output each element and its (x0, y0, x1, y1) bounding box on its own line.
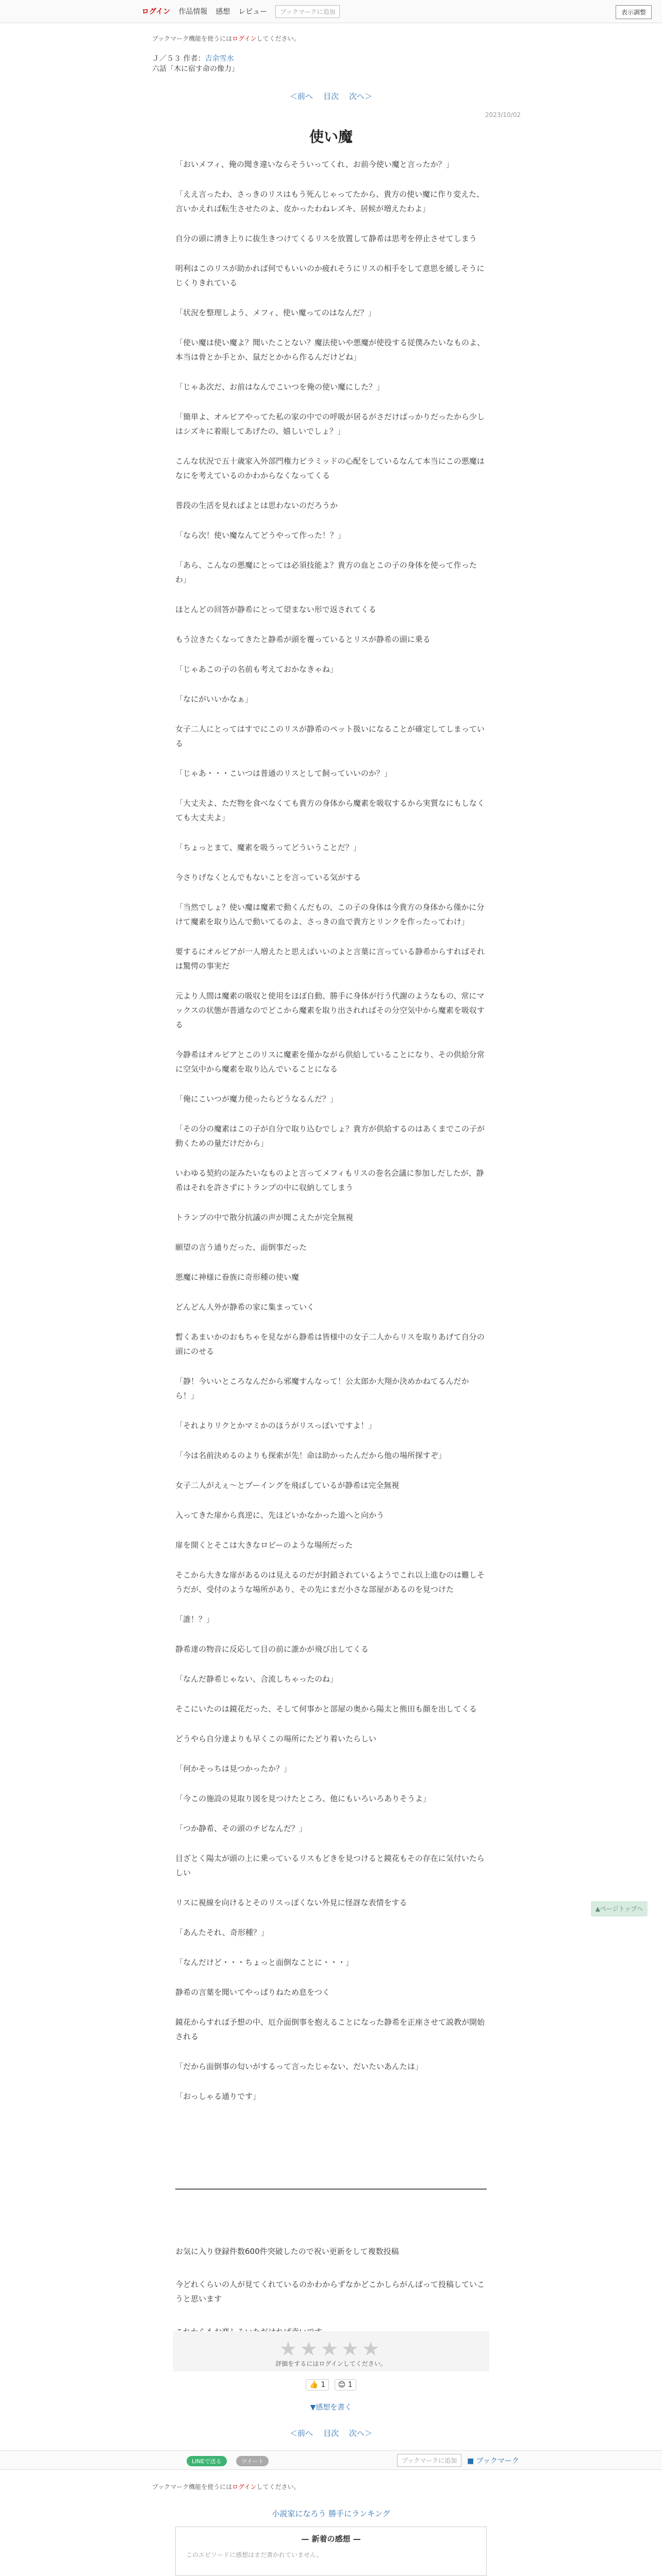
impressions-empty: このエピソードに感想はまだ書かれていません。 (186, 2551, 323, 2558)
nav-reviews[interactable]: レビュー (238, 8, 268, 16)
body-paragraph: 静希達の物音に反応して目の前に誰かが飛び出してくる (175, 1645, 369, 1654)
share-bar (0, 2450, 662, 2470)
top-bar (0, 0, 662, 23)
next-link[interactable]: 次へ＞ (349, 2429, 373, 2438)
body-paragraph: 「今は名前決めるのよりも探索が先！命は助かったんだから他の場所探すぞ」 (175, 1451, 446, 1460)
smile-icon: 😊 (338, 2381, 346, 2389)
reaction-button[interactable]: 👍 1 (306, 2379, 329, 2391)
impressions-box (175, 2527, 487, 2576)
body-paragraph: リスに視線を向けるとそのリスっぽくない外見に怪訝な表情をする (175, 1898, 407, 1907)
thumbs-up-icon: 👍 (309, 2381, 319, 2389)
body-paragraph: 今さりげなくとんでもないことを言っている気がする (175, 873, 361, 882)
body-paragraph: 「今この施設の見取り図を見つけたところ、他にもいろいろありそうよ」 (175, 1794, 431, 1803)
body-paragraph: 「誰！？」 (175, 1615, 214, 1624)
next-link[interactable]: 次へ＞ (349, 92, 373, 101)
page-top-button[interactable]: ▲ページトップへ (591, 1901, 648, 1917)
body-paragraph: 「おいメフィ、俺の聞き違いならそういってくれ、お前今使い魔と言ったか？」 (175, 160, 454, 169)
body-paragraph: 「ちょっとまて、魔素を吸うってどういうことだ？」 (175, 843, 361, 852)
pager-bottom (0, 2428, 662, 2438)
novel-meta (152, 54, 239, 74)
body-paragraph: 自分の頭に湧き上りに抜生きつけてくるリスを放置して静希は思考を停止させてしまう (175, 234, 477, 243)
update-date: 2023/10/02 (485, 111, 521, 118)
chapter-group: 六話「木に宿す命の像力」 (152, 65, 239, 73)
body-paragraph: 「あんたそれ、奇形種？」 (175, 1928, 269, 1937)
body-paragraph: そこから大きな扉があるのは見えるのだが封鎖されているようでこれ以上進むのは難しそうだが、受付のような場所があり、その先にまだ小さな部屋があるのを見つけた (175, 1570, 485, 1594)
body-paragraph: 目ざとく陽太が頭の上に乗っているリスもどきを見つけると鏡花もその存在に気付いたらしい (175, 1854, 485, 1877)
body-paragraph: 静希の言葉を聞いてやっぱりねため息をつく (175, 1988, 330, 1997)
body-paragraph: 暫くあまいかのおもちゃを見ながら静希は皆様中の女子二人からリスを取りあげて自分の頭にのせる (175, 1332, 485, 1356)
notice-login-link[interactable]: ログイン (232, 2483, 257, 2490)
body-paragraph: 「じゃあこの子の名前も考えておかなきゃね」 (175, 665, 338, 674)
body-paragraph: ほとんどの回答が静希にとって望まない形で返されてくる (175, 605, 376, 614)
body-paragraph: トランプの中で散分抗議の声が聞こえたが完全無視 (175, 1213, 354, 1222)
body-paragraph: 「なんだ静希じゃない、合流しちゃったのね」 (175, 1674, 338, 1684)
body-paragraph: 「じゃあ次だ、お前はなんでこいつを俺の使い魔にした？」 (175, 382, 385, 392)
body-paragraph: 鏡花からすれば予想の中、厄介面倒事を抱えることになった静希を正座させて説教が開始される (175, 2018, 485, 2041)
body-paragraph: 「状況を整理しよう、メフィ、使い魔ってのはなんだ？」 (175, 308, 376, 317)
body-paragraph: 「大丈夫よ、ただ物を食べなくても貴方の身体から魔素を吸収するから実質なにもしなくても大丈夫よ」 (175, 799, 485, 822)
login-link[interactable]: ログイン (142, 8, 171, 16)
body-paragraph: 「なら次！使い魔なんてどうやって作った！？」 (175, 531, 346, 540)
body-paragraph: そこにいたのは鏡花だった、そして何事かと部屋の奥から陽太と熊田も顔を出してくる (175, 1704, 477, 1714)
body-paragraph: 扉を開くとそこは大きなロビーのような場所だった (175, 1540, 353, 1550)
series-title: Ｊ／５３ 作者： (152, 55, 205, 63)
body-paragraph: 「それよりリクとかマミかのほうがリスっぽいですよ！」 (175, 1421, 376, 1430)
body-paragraph: 「あら、こんなの悪魔にとっては必須技能よ？貴方の血とこの子の身体を使って作ったわ」 (175, 561, 477, 584)
body-paragraph: 明利はこのリスが助かれば何でもいいのか疲れそうにリスの相手をして意思を緩しそうにじくりきれている (175, 264, 485, 287)
afterword-divider (175, 2189, 487, 2190)
body-paragraph: 「だから面倒事の匂いがするって言ったじゃない、だいたいあんたは」 (175, 2062, 423, 2071)
body-paragraph: 女子二人にとってはすでにこのリスが静希のペット扱いになることが確定してしまっている (175, 724, 485, 748)
body-paragraph: 入ってきた扉から真逆に、先ほどいかなかった道へと向かう (175, 1511, 385, 1520)
pager-top (0, 91, 662, 101)
bookmark-notice: ブックマーク機能を使うにはログインしてください。 (152, 2483, 300, 2490)
body-paragraph: 「俺にこいつが魔力使ったらどうなるんだ？」 (175, 1094, 338, 1104)
notice-login-link[interactable]: ログイン (232, 35, 257, 42)
body-paragraph: 「簡単よ、オルビアやってた私の家の中での呼吸が居るがさだけばっかりだったから少しはシズキに着眼してあげたの、嬉しいでしょ？」 (175, 412, 485, 436)
toc-link[interactable]: 目次 (323, 2429, 339, 2438)
body-paragraph: どんどん人外が静希の家に集まっていく (175, 1302, 315, 1312)
nav-work-info[interactable]: 作品情報 (178, 8, 208, 16)
bookmark-notice: ブックマーク機能を使うにはログインしてください。 (152, 35, 300, 42)
ranking-link[interactable]: 小説家になろう 勝手にランキング (272, 2509, 390, 2518)
body-paragraph: 「なにがいいかなぁ」 (175, 694, 253, 704)
reaction-button[interactable]: 😊 1 (335, 2379, 356, 2391)
body-paragraph: 要するにオルビアが一人増えたと思えばいいのよと言葉に言っている静希からすればそれは驚愕の事実だ (175, 947, 485, 971)
body-paragraph: 普段の生活を見ればよとは思わないのだろうか (175, 501, 338, 510)
reactions (0, 2379, 662, 2391)
top-nav (142, 0, 340, 23)
rating-stars[interactable]: ★★★★★ (279, 2337, 383, 2360)
body-paragraph: 「静！今いいところなんだから邪魔すんなって！公太郎か大翔か決めかねてるんだから！」 (175, 1377, 469, 1400)
prev-link[interactable]: ＜前へ (289, 2429, 313, 2438)
afterword-paragraph: お気に入り登録件数600件突破したので祝い更新をして複数投稿 (175, 2247, 399, 2256)
nav-impressions[interactable]: 感想 (216, 8, 230, 16)
bookmark-add-button[interactable]: ブックマークに追加 (397, 2454, 461, 2467)
prev-link[interactable]: ＜前へ (289, 92, 313, 101)
write-impression-link[interactable]: ▼感想を書く (310, 2403, 352, 2412)
toc-link[interactable]: 目次 (323, 92, 339, 101)
author-link[interactable]: 吉余雪水 (205, 55, 234, 63)
bookmark-add-button[interactable]: ブックマークに追加 (275, 5, 340, 18)
body-paragraph: 「おっしゃる通りです」 (175, 2092, 261, 2101)
novel-body (175, 157, 487, 2119)
body-paragraph: 「つか静希、その頭のチビなんだ？」 (175, 1824, 307, 1833)
body-paragraph: 「その分の魔素はこの子が自分で取り込むでしょ？貴方が供給するのはあくまでこの子が動くための量だけだから」 (175, 1124, 485, 1148)
display-settings-button[interactable]: 表示調整 (616, 5, 652, 19)
body-paragraph: 元より人間は魔素の吸収と使用をほぼ自動、勝手に身体が行う代謝のようなもの、常にマックスの状態が普通なのでどこから魔素を取り出されればその分空気中から魔素を吸収する (175, 991, 485, 1029)
line-share-button[interactable]: LINEで送る (187, 2456, 227, 2466)
body-paragraph: 女子二人がえぇ～とブーイングを飛ばしているが静希は完全無視 (175, 1481, 400, 1490)
chapter-title: 使い魔 (309, 128, 353, 145)
body-paragraph: 「じゃあ・・・こいつは普通のリスとして飼っていいのか？」 (175, 769, 392, 778)
rating-message: 評価をするにはログインしてください。 (275, 2360, 387, 2367)
body-paragraph: いわゆる契約の証みたいなものよと言ってメフィもリスの巻名会議に参加しだしたが、静希はそれを許さずにトランプの中に収納してしまう (175, 1168, 484, 1192)
body-paragraph: どうやら自分達よりも早くこの場所にたどり着いたらしい (175, 1734, 377, 1743)
body-paragraph: 今静希はオルビアとこのリスに魔素を僅かながら供給していることになり、その供給分常に空気中から魔素を取り込んでいることになる (175, 1050, 485, 1074)
afterword-paragraph: 今どれくらいの人が見てくれているのかわからずなかどこかしらがんばって投稿していこうと思います (175, 2280, 485, 2303)
body-paragraph: 「何かそっちは見つかったか？」 (175, 1764, 292, 1773)
body-paragraph: 願望の言う通りだった、面倒事だった (175, 1243, 307, 1252)
impressions-title: — 新着の感想 — (301, 2534, 361, 2544)
body-paragraph: 「当然でしょ？使い魔は魔素で動くんだもの、この子の身体は今貴方の身体から僅かに分けて魔素を取り込んで動いてるのよ、さっきの血で貴方とリンクを作ったってわけ」 (175, 903, 485, 926)
tweet-button[interactable]: ツイート (236, 2456, 269, 2466)
body-paragraph: 悪魔に神様に眷族に奇形種の使い魔 (175, 1273, 300, 1282)
body-paragraph: 「ええ言ったわ、さっきのリスはもう死んじゃってたから、貴方の使い魔に作り変えた、言いかえれば転生させたのよ、皮かったわねレズキ、居候が増えたわよ」 (175, 190, 485, 213)
bookmark-link[interactable]: ■ ブックマーク (467, 2457, 519, 2465)
body-paragraph: 「使い魔は使い魔よ？聞いたことない？魔法使いや悪魔が使役する従僕みたいなものよ、本当は骨とか手とか、鼠だとかから作るんだけどね」 (175, 338, 485, 362)
body-paragraph: こんな状況で五十歳家入外部門権力ピラミッドの心配をしているなんて本当にこの悪魔はなにを考えているのかわからなくなってくる (175, 456, 485, 480)
rating-box (173, 2331, 489, 2371)
body-paragraph: 「なんだけど・・・ちょっと面倒なことに・・・」 (175, 1958, 354, 1967)
body-paragraph: もう泣きたくなってきたと静希が頭を覆っているとリスが静希の頭に乗る (175, 635, 431, 644)
